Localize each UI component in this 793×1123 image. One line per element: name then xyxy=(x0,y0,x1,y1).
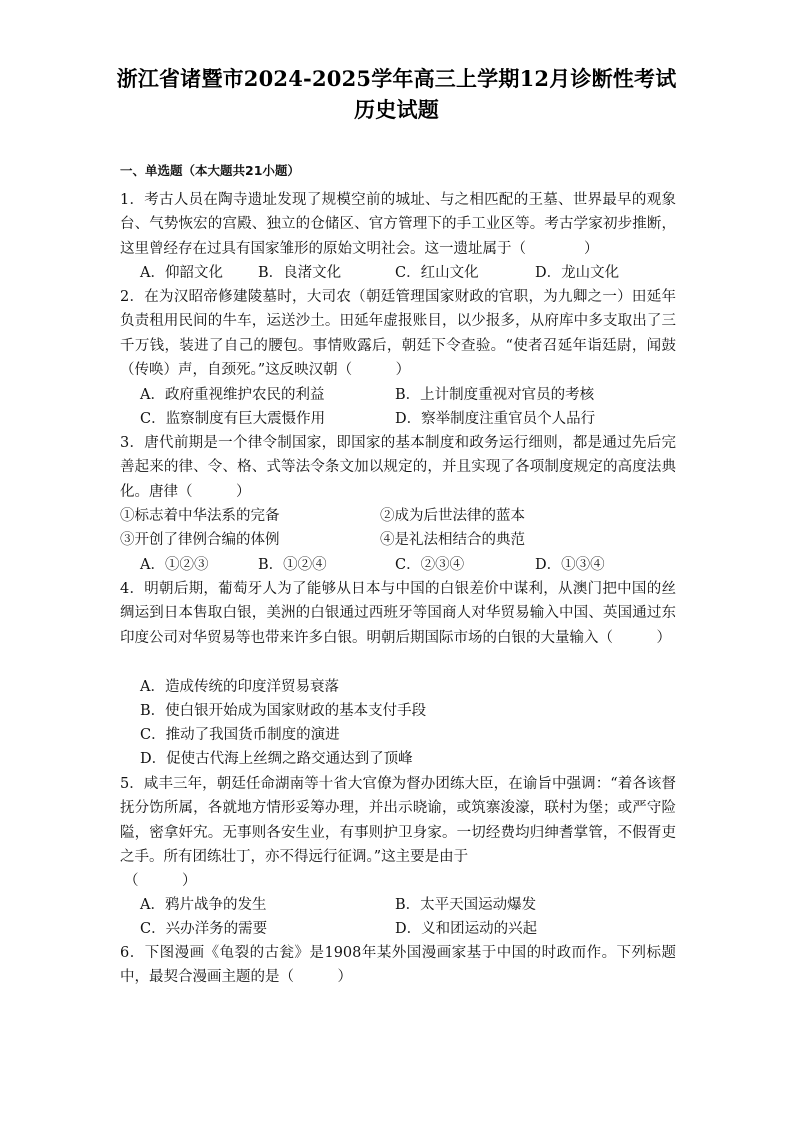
question-1-stem: 1．考古人员在陶寺遗址发现了规模空前的城址、与之相匹配的王墓、世界最早的观象台、气势恢宏的宫殿、独立的仓储区、官方管理下的手工业区等。考古学家初步推断，这里曾经存在过具有国家雏形的原始文明社会。这一遗址属于（ ） xyxy=(120,192,676,257)
question-6-stem: 6．下图漫画《龟裂的古瓮》是1908年某外国漫画家基于中国的时政而作。下列标题中，最契合漫画主题的是（ ） xyxy=(120,945,676,986)
q5-option-d[interactable]: D．义和团运动的兴起 xyxy=(395,921,538,937)
q5-paren: （ ） xyxy=(124,873,197,889)
q3-option-c[interactable]: C．②③④ xyxy=(395,557,465,573)
q3-statement-2: ②成为后世法律的蓝本 xyxy=(380,508,525,524)
q5-option-b[interactable]: B．太平天国运动爆发 xyxy=(395,897,537,913)
q5-option-c[interactable]: C．兴办洋务的需要 xyxy=(140,921,268,937)
q5-option-a[interactable]: A．鸦片战争的发生 xyxy=(140,897,267,913)
q3-statement-4: ④是礼法相结合的典范 xyxy=(380,532,525,548)
section-heading: 一、单选题（本大题共21小题） xyxy=(120,163,300,178)
exam-title-line2: 历史试题 xyxy=(354,97,439,122)
q1-option-c[interactable]: C．红山文化 xyxy=(395,265,479,281)
question-2-stem: 2．在为汉昭帝修建陵墓时，大司农（朝廷管理国家财政的官职，为九卿之一）田延年负责租用民间的牛车，运送沙土。田延年虚报账目，以少报多，从府库中多支取出了三千万钱，装进了自己的腰包。事情败露后，朝廷下令查验。“使者召延年诣廷尉，闻鼓（传唤）声，自颈死。”这反映汉朝（ ） xyxy=(120,289,676,379)
question-5-stem: 5．咸丰三年，朝廷任命湖南等十省大官僚为督办团练大臣，在谕旨中强调：“着各该督抚分饬所属，各就地方情形妥筹办理，并出示晓谕，或筑寨浚濠，联村为堡；或严守险隘，密拿奸宄。无事则各安生业，有事则护卫身家。一切经费均归绅耆掌管，不假胥吏之手。所有团练壮丁，亦不得远行征调。”这主要是由于 xyxy=(120,776,676,866)
q1-option-b[interactable]: B．良渚文化 xyxy=(258,265,342,281)
q4-option-a[interactable]: A．造成传统的印度洋贸易衰落 xyxy=(140,679,339,695)
q1-option-d[interactable]: D．龙山文化 xyxy=(535,265,620,281)
question-4-stem: 4．明朝后期，葡萄牙人为了能够从日本与中国的白银差价中谋利，从澳门把中国的丝绸运到日本售取白银，美洲的白银通过西班牙等国商人对华贸易输入中国、英国通过东印度公司对华贸易等也带来许多白银。明朝后期国际市场的白银的大量输入（ ） xyxy=(120,581,676,646)
q2-option-a[interactable]: A．政府重视维护农民的利益 xyxy=(140,387,325,403)
q3-statement-3: ③开创了律例合编的体例 xyxy=(120,532,280,548)
q2-option-b[interactable]: B．上计制度重视对官员的考核 xyxy=(395,387,595,403)
q3-option-d[interactable]: D．①③④ xyxy=(535,557,605,573)
q2-option-c[interactable]: C．监察制度有巨大震慑作用 xyxy=(140,411,326,427)
exam-title-line1: 浙江省诸暨市2024-2025学年高三上学期12月诊断性考试 xyxy=(116,66,677,91)
q3-option-b[interactable]: B．①②④ xyxy=(258,557,327,573)
q2-option-d[interactable]: D．察举制度注重官员个人品行 xyxy=(395,411,596,427)
q3-statement-1: ①标志着中华法系的完备 xyxy=(120,508,280,524)
question-3-stem: 3．唐代前期是一个律令制国家，即国家的基本制度和政务运行细则，都是通过先后完善起来的律、令、格、式等法令条文加以规定的，并且实现了各项制度规定的高度法典化。唐律（ ） xyxy=(120,435,676,500)
q4-option-b[interactable]: B．使白银开始成为国家财政的基本支付手段 xyxy=(140,703,427,719)
q1-option-a[interactable]: A．仰韶文化 xyxy=(140,265,223,281)
q3-option-a[interactable]: A．①②③ xyxy=(140,557,209,573)
q4-option-c[interactable]: C．推动了我国货币制度的演进 xyxy=(140,727,340,743)
q4-option-d[interactable]: D．促使古代海上丝绸之路交通达到了顶峰 xyxy=(140,751,413,767)
